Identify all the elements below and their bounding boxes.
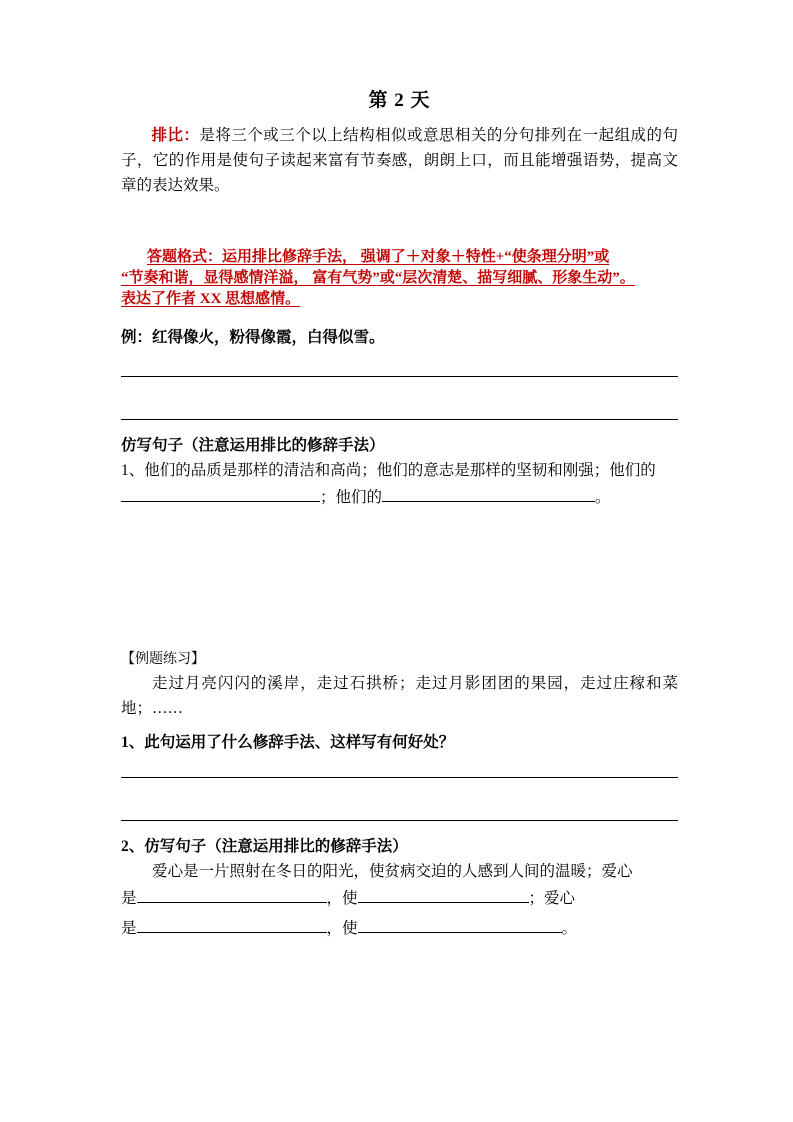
answer-rules-group-2 [121,755,678,821]
example-sentence: 例：红得像火，粉得像霞，白得似雪。 [121,329,385,346]
practice-section-label: 【例题练习】 [121,652,205,667]
practice-question-2-heading: 2、仿写句子（注意运用排比的修辞手法） [121,838,408,855]
page-title: 第 2 天 [368,90,431,111]
practice-question-2-passage: 爱心是一片照射在冬日的阳光，使贫病交迫的人感到人间的温暖；爱心 [152,863,633,880]
row2-prefix: 是 [121,920,137,937]
fill-blank-input[interactable] [121,483,320,502]
imitation-question-1-text: 他们的品质是那样的清洁和高尚；他们的意志是那样的坚韧和刚强；他们的 [144,462,656,479]
practice-question-2-row-2 [121,914,678,944]
definition-term: 排比： [151,127,200,144]
row2-suffix: 。 [561,920,578,937]
practice-passage: 走过月亮闪闪的溪岸，走过石拱桥；走过月影团团的果园，走过庄稼和菜地；…… [121,675,678,717]
answer-format-block [121,198,678,310]
row1-prefix: 是 [121,890,137,907]
answer-format-line-3: 表达了作者 XX 思想感情。 [121,291,301,307]
row2-mid: ，使 [326,920,358,937]
practice-question-1: 1、此句运用了什么修辞手法、这样写有何好处？ [121,734,455,751]
row1-mid: ，使 [326,890,358,907]
imitation-heading: 仿写句子（注意运用排比的修辞手法） [121,437,385,454]
fill-blank-input[interactable] [358,914,562,933]
answer-rule-line[interactable] [121,777,678,778]
imitation-question-1 [121,458,678,483]
answer-rules-group-1 [121,350,678,420]
row1-suffix: ；爱心 [528,890,576,907]
fill-blank-input[interactable] [382,483,595,502]
fill-blank-input[interactable] [137,914,327,933]
answer-format-line-1: 答题格式：运用排比修辞手法， 强调了＋对象＋特性+“使条理分明”或 [147,249,610,265]
imitation-blank-separator: ；他们的 [320,489,383,506]
definition-paragraph [121,114,678,198]
fill-blank-input[interactable] [137,884,327,903]
answer-format-line-2: “节奏和谐，显得感情洋溢， 富有气势”或“层次清楚、描写细腻、形象生动”。 [121,270,635,286]
definition-body: 是将三个或三个以上结构相似或意思相关的分句排列在一起组成的句子，它的作用是使句子读起来富有节奏感，朗朗上口，而且能增强语势，提高文章的表达效果。 [121,127,678,194]
fill-blank-input[interactable] [358,884,529,903]
imitation-question-1-number: 1、 [121,462,145,479]
practice-question-2-row-1 [121,884,678,914]
imitation-question-1-blanks [121,483,678,513]
answer-rule-line[interactable] [121,376,678,377]
imitation-blank-terminator: 。 [595,489,611,506]
document-content [121,0,678,944]
